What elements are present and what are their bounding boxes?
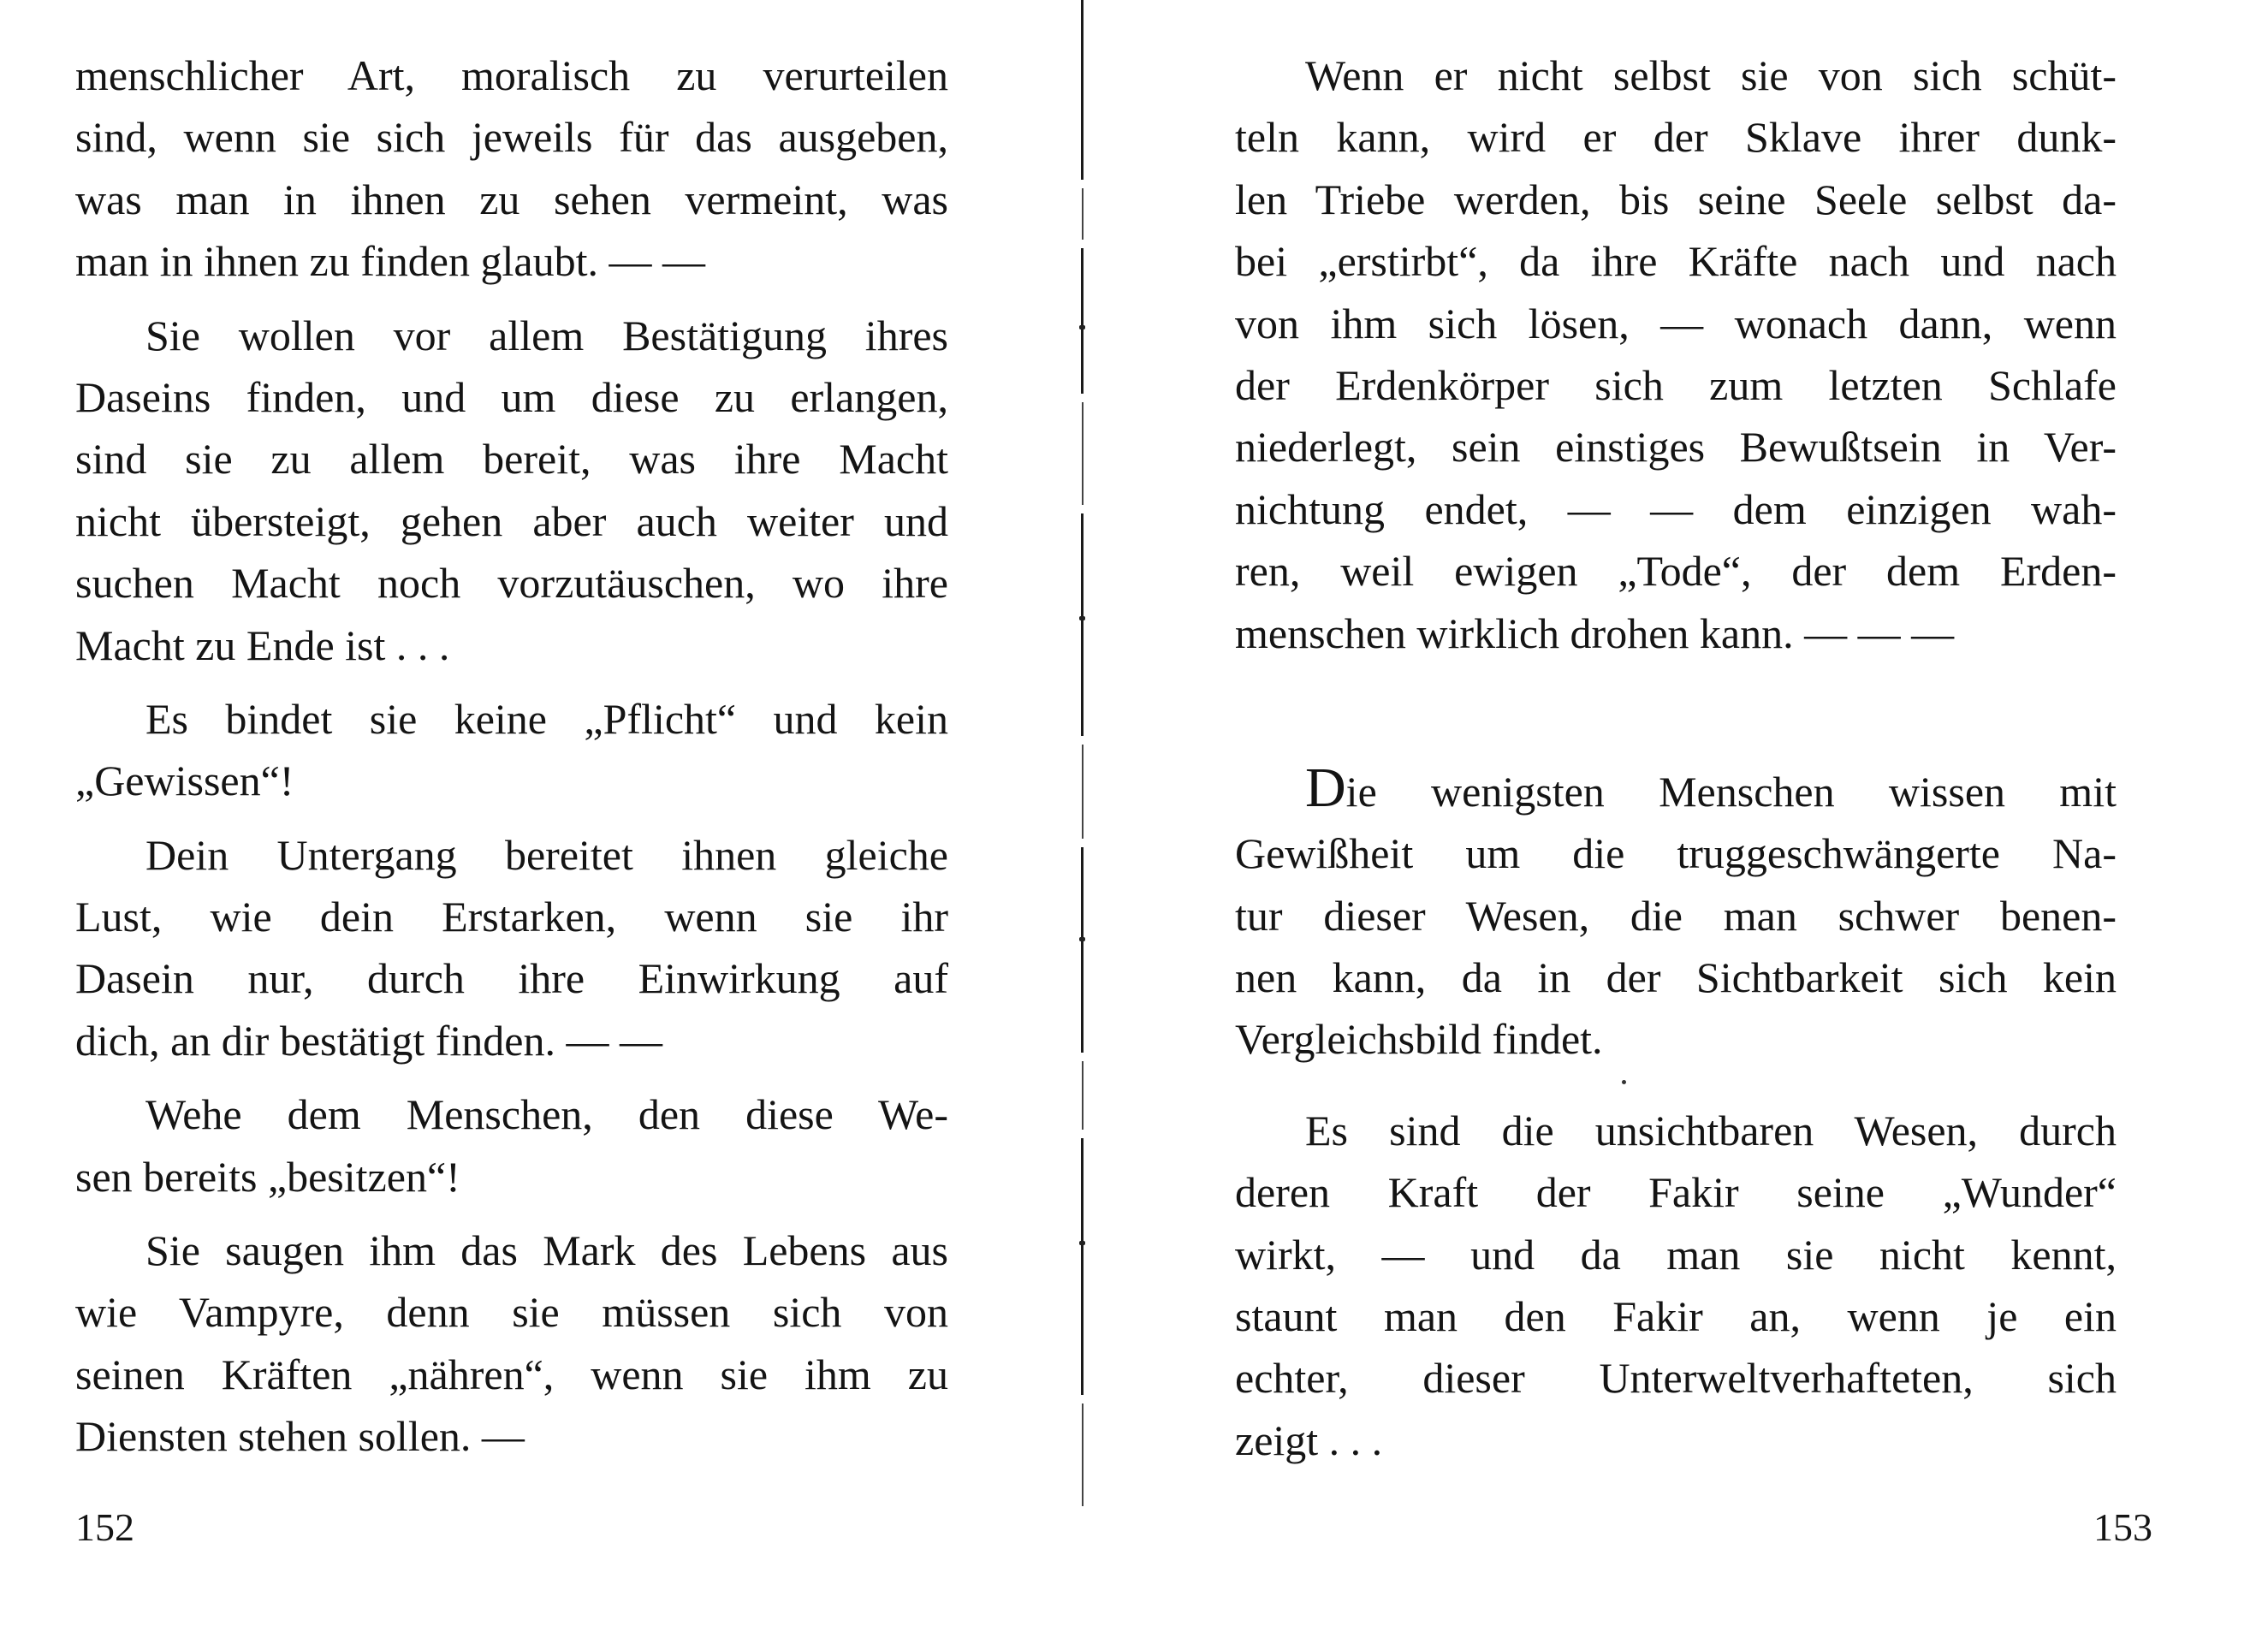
left-page-text <box>75 45 948 1468</box>
text-line: wie Vampyre, denn sie müssen sich von <box>75 1288 948 1337</box>
paragraph <box>75 305 948 676</box>
paragraph <box>75 1220 948 1468</box>
paragraph <box>1235 45 2117 664</box>
paragraph <box>75 45 948 293</box>
text-line: Gewißheit um die truggeschwängerte Na- <box>1235 829 2117 878</box>
paragraph <box>1235 756 2117 1071</box>
text-line: Lust, wie dein Erstarken, wenn sie ihr <box>75 893 948 941</box>
text-line: zeigt . . . <box>1235 1415 1383 1464</box>
text-line: niederlegt, sein einstiges Bewußtsein in Ver- <box>1235 423 2117 472</box>
text-line: tur dieser Wesen, die man schwer benen- <box>1235 891 2117 940</box>
text-line: wirkt, — und da man sie nicht kennt, <box>1235 1230 2117 1279</box>
right-page <box>1083 0 2268 1626</box>
text-line: sind, wenn sie sich jeweils für das ausgeben, <box>75 113 948 162</box>
text-line: sind sie zu allem bereit, was ihre Macht <box>75 435 948 484</box>
paragraph <box>1235 1100 2117 1471</box>
text-line: teln kann, wird er der Sklave ihrer dunk- <box>1235 113 2117 162</box>
text-line: Die wenigsten Menschen wissen mit <box>1305 756 2117 819</box>
text-line: von ihm sich lösen, — wonach dann, wenn <box>1235 299 2117 347</box>
text-line: dich, an dir bestätigt finden. — — <box>75 1016 662 1065</box>
text-line: Diensten stehen sollen. — <box>75 1412 525 1461</box>
text-line: Macht zu Ende ist . . . <box>75 620 450 669</box>
text-line: „Gewissen“! <box>75 757 294 805</box>
text-line: Wehe dem Menschen, den diese We- <box>145 1090 948 1139</box>
text-line: der Erdenkörper sich zum letzten Schlafe <box>1235 360 2117 409</box>
text-line: deren Kraft der Fakir seine „Wunder“ <box>1235 1168 2117 1217</box>
page-number: 153 <box>2093 1505 2152 1549</box>
text-line: echter, dieser Unterweltverhafteten, sich <box>1235 1354 2117 1403</box>
print-speck <box>1622 1080 1626 1084</box>
text-line: bei „erstirbt“, da ihre Kräfte nach und nach <box>1235 237 2117 286</box>
text-line: Dasein nur, durch ihre Einwirkung auf <box>75 954 948 1003</box>
paragraph <box>75 824 948 1072</box>
text-line: man in ihnen zu finden glaubt. — — <box>75 237 705 286</box>
text-line: Daseins finden, und um diese zu erlangen, <box>75 372 948 421</box>
text-line: Es bindet sie keine „Pflicht“ und kein <box>145 694 948 743</box>
text-line: Wenn er nicht selbst sie von sich schüt- <box>1305 51 2117 99</box>
text-line: nichtung endet, — — dem einzigen wah- <box>1235 484 2117 533</box>
text-line: menschlicher Art, moralisch zu verurteilen <box>75 51 948 99</box>
drop-initial: D <box>1305 756 1346 819</box>
text-line: seinen Kräften „nähren“, wenn sie ihm zu <box>75 1350 948 1398</box>
text-line: Dein Untergang bereitet ihnen gleiche <box>145 830 948 879</box>
text-line: Sie saugen ihm das Mark des Lebens aus <box>145 1226 948 1275</box>
text-line: len Triebe werden, bis seine Seele selbst da- <box>1235 175 2117 223</box>
text-line: suchen Macht noch vorzutäuschen, wo ihre <box>75 559 948 608</box>
page-number: 152 <box>75 1505 134 1549</box>
paragraph <box>75 1083 948 1208</box>
text-line: nen kann, da in der Sichtbarkeit sich kein <box>1235 953 2117 1002</box>
text-line: was man in ihnen zu sehen vermeint, was <box>75 175 948 223</box>
text-line: sen bereits „besitzen“! <box>75 1152 460 1201</box>
left-page <box>0 0 1083 1626</box>
text-line: staunt man den Fakir an, wenn je ein <box>1235 1292 2117 1341</box>
text-line: ren, weil ewigen „Tode“, der dem Erden- <box>1235 547 2117 596</box>
right-page-text <box>1235 45 2117 1471</box>
paragraph <box>75 688 948 812</box>
text-line: Vergleichsbild findet. <box>1235 1015 1603 1064</box>
text-line: menschen wirklich drohen kann. — — — <box>1235 608 1955 657</box>
text-line: Sie wollen vor allem Bestätigung ihres <box>145 311 948 359</box>
text-line: nicht übersteigt, gehen aber auch weiter und <box>75 496 948 545</box>
text-line: Es sind die unsichtbaren Wesen, durch <box>1305 1106 2117 1154</box>
